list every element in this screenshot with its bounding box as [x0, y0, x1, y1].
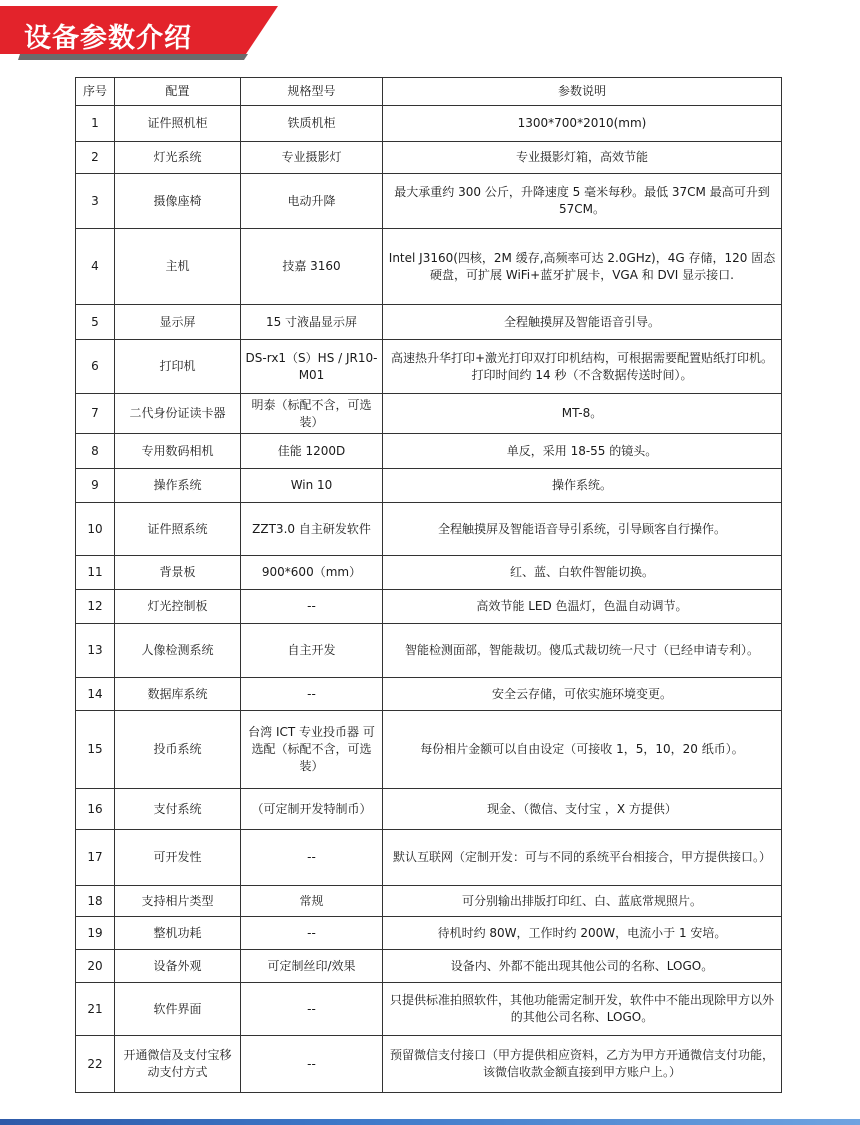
table-row: [76, 340, 782, 394]
row-number: 21: [76, 983, 115, 1036]
row-config: 操作系统: [115, 469, 241, 503]
row-number: 13: [76, 624, 115, 678]
row-desc: 智能检测面部，智能裁切。傻瓜式裁切统一尺寸（已经申请专利）。: [383, 624, 782, 678]
row-desc: 默认互联网（定制开发：可与不同的系统平台相接合，甲方提供接口。）: [383, 830, 782, 886]
row-desc: Intel J3160(四核，2M 缓存,高频率可达 2.0GHz)，4G 存储，120 固态硬盘，可扩展 WiFi+蓝牙扩展卡，VGA 和 DVI 显示接口.: [383, 229, 782, 305]
row-model: --: [241, 590, 383, 624]
row-number: 1: [76, 106, 115, 142]
row-model: --: [241, 983, 383, 1036]
row-desc: 全程触摸屏及智能语音引导。: [383, 305, 782, 340]
row-desc: 专业摄影灯箱，高效节能: [383, 142, 782, 174]
row-number: 19: [76, 917, 115, 950]
row-number: 6: [76, 340, 115, 394]
row-config: 投币系统: [115, 711, 241, 789]
row-config: 显示屏: [115, 305, 241, 340]
row-desc: 红、蓝、白软件智能切换。: [383, 556, 782, 590]
table-row: [76, 469, 782, 503]
row-desc: 单反，采用 18-55 的镜头。: [383, 434, 782, 469]
column-header-config: 配置: [115, 78, 241, 106]
row-number: 12: [76, 590, 115, 624]
page-title: 设备参数介绍: [24, 23, 192, 54]
table-row: [76, 983, 782, 1036]
row-number: 14: [76, 678, 115, 711]
row-config: 数据库系统: [115, 678, 241, 711]
row-model: 15 寸液晶显示屏: [241, 305, 383, 340]
row-number: 8: [76, 434, 115, 469]
table-row: [76, 711, 782, 789]
row-number: 9: [76, 469, 115, 503]
spec-table: [75, 77, 782, 1093]
row-model: （可定制开发特制币）: [241, 789, 383, 830]
row-model: 自主开发: [241, 624, 383, 678]
row-config: 可开发性: [115, 830, 241, 886]
row-config: 软件界面: [115, 983, 241, 1036]
table-row: [76, 106, 782, 142]
row-number: 11: [76, 556, 115, 590]
row-model: 技嘉 3160: [241, 229, 383, 305]
row-config: 灯光控制板: [115, 590, 241, 624]
table-row: [76, 174, 782, 229]
row-model: --: [241, 678, 383, 711]
row-number: 20: [76, 950, 115, 983]
row-desc: 现金、（微信、支付宝 ，X 方提供）: [383, 789, 782, 830]
row-config: 灯光系统: [115, 142, 241, 174]
table-row: [76, 556, 782, 590]
table-row: [76, 678, 782, 711]
row-config: 支持相片类型: [115, 886, 241, 917]
table-row: [76, 830, 782, 886]
table-row: [76, 789, 782, 830]
row-desc: 设备内、外都不能出现其他公司的名称、LOGO。: [383, 950, 782, 983]
row-desc: MT-8。: [383, 394, 782, 434]
row-config: 背景板: [115, 556, 241, 590]
row-number: 15: [76, 711, 115, 789]
row-desc: 预留微信支付接口（甲方提供相应资料，乙方为甲方开通微信支付功能，该微信收款金额直接到甲方账户上。）: [383, 1036, 782, 1093]
row-desc: 高效节能 LED 色温灯，色温自动调节。: [383, 590, 782, 624]
table-row: [76, 142, 782, 174]
row-desc: 可分别输出排版打印红、白、蓝底常规照片。: [383, 886, 782, 917]
row-model: --: [241, 917, 383, 950]
row-desc: 只提供标准拍照软件，其他功能需定制开发，软件中不能出现除甲方以外的其他公司名称、LOGO。: [383, 983, 782, 1036]
row-config: 开通微信及支付宝移动支付方式: [115, 1036, 241, 1093]
table-row: [76, 1036, 782, 1093]
row-model: Win 10: [241, 469, 383, 503]
column-header-desc: 参数说明: [383, 78, 782, 106]
bottom-accent-bar: [0, 1119, 860, 1125]
row-model: --: [241, 830, 383, 886]
row-number: 17: [76, 830, 115, 886]
row-config: 专用数码相机: [115, 434, 241, 469]
row-number: 3: [76, 174, 115, 229]
column-header-model: 规格型号: [241, 78, 383, 106]
row-model: ZZT3.0 自主研发软件: [241, 503, 383, 556]
row-model: 明泰（标配不含，可选装）: [241, 394, 383, 434]
row-config: 整机功耗: [115, 917, 241, 950]
row-model: 台湾 ICT 专业投币器 可选配（标配不含，可选装）: [241, 711, 383, 789]
row-model: 可定制丝印/效果: [241, 950, 383, 983]
row-config: 证件照系统: [115, 503, 241, 556]
row-number: 5: [76, 305, 115, 340]
row-model: --: [241, 1036, 383, 1093]
row-model: 常规: [241, 886, 383, 917]
row-desc: 待机时约 80W，工作时约 200W，电流小于 1 安培。: [383, 917, 782, 950]
table-row: [76, 394, 782, 434]
row-desc: 高速热升华打印+激光打印双打印机结构，可根据需要配置贴纸打印机。打印时间约 14 秒（不含数据传送时间）。: [383, 340, 782, 394]
row-model: 专业摄影灯: [241, 142, 383, 174]
row-config: 支付系统: [115, 789, 241, 830]
row-desc: 操作系统。: [383, 469, 782, 503]
row-model: DS-rx1（S）HS / JR10-M01: [241, 340, 383, 394]
row-desc: 最大承重约 300 公斤，升降速度 5 毫米每秒。最低 37CM 最高可升到 57CM。: [383, 174, 782, 229]
row-model: 900*600（mm）: [241, 556, 383, 590]
row-desc: 每份相片金额可以自由设定（可接收 1，5，10，20 纸币）。: [383, 711, 782, 789]
row-number: 22: [76, 1036, 115, 1093]
row-model: 佳能 1200D: [241, 434, 383, 469]
table-row: [76, 229, 782, 305]
table-row: [76, 950, 782, 983]
row-number: 4: [76, 229, 115, 305]
row-config: 二代身份证读卡器: [115, 394, 241, 434]
table-row: [76, 917, 782, 950]
row-config: 设备外观: [115, 950, 241, 983]
row-model: 电动升降: [241, 174, 383, 229]
row-number: 16: [76, 789, 115, 830]
table-row: [76, 305, 782, 340]
row-desc: 全程触摸屏及智能语音导引系统，引导顾客自行操作。: [383, 503, 782, 556]
row-model: 铁质机柜: [241, 106, 383, 142]
row-config: 主机: [115, 229, 241, 305]
row-config: 证件照机柜: [115, 106, 241, 142]
table-row: [76, 886, 782, 917]
table-header-row: [76, 78, 782, 106]
section-banner: [0, 6, 278, 62]
row-desc: 1300*700*2010(mm): [383, 106, 782, 142]
table-row: [76, 434, 782, 469]
row-config: 人像检测系统: [115, 624, 241, 678]
row-number: 7: [76, 394, 115, 434]
row-number: 2: [76, 142, 115, 174]
row-desc: 安全云存储，可依实施环境变更。: [383, 678, 782, 711]
row-config: 打印机: [115, 340, 241, 394]
table-row: [76, 624, 782, 678]
column-header-no: 序号: [76, 78, 115, 106]
table-row: [76, 590, 782, 624]
row-config: 摄像座椅: [115, 174, 241, 229]
table-row: [76, 503, 782, 556]
row-number: 18: [76, 886, 115, 917]
row-number: 10: [76, 503, 115, 556]
